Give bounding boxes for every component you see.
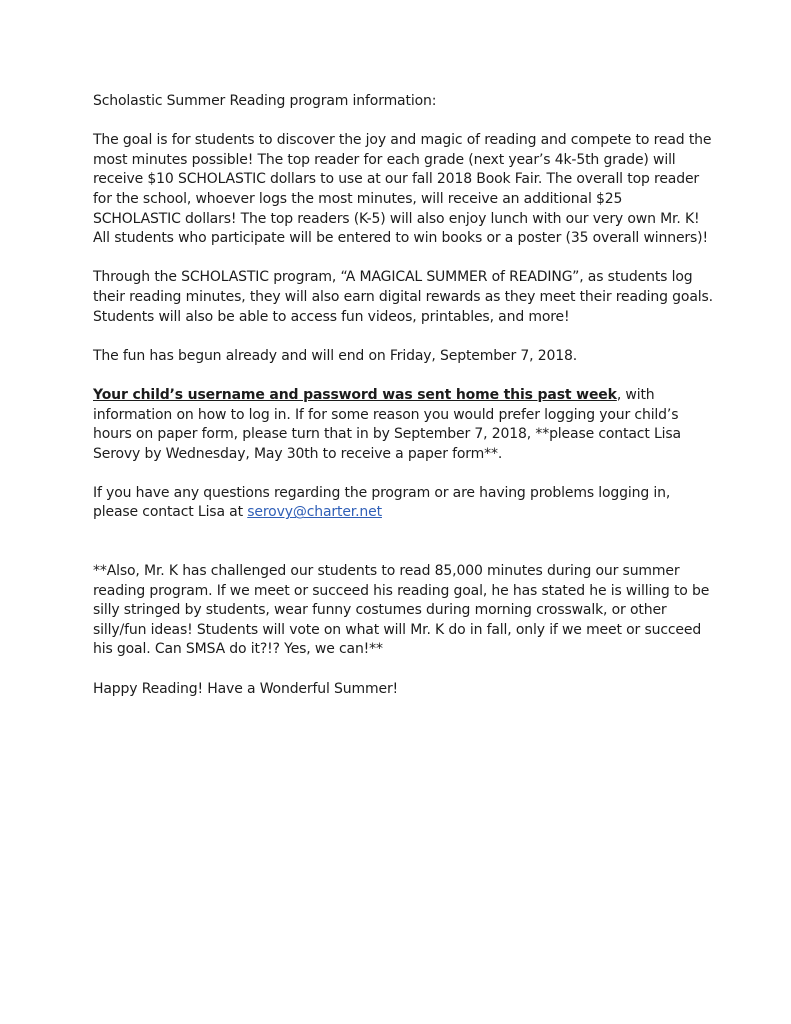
paragraph-login — [93, 386, 713, 464]
closing-line: Happy Reading! Have a Wonderful Summer! — [93, 680, 399, 697]
document-heading: Scholastic Summer Reading program information: — [93, 93, 437, 109]
document-body — [93, 92, 713, 719]
paragraph-challenge: **Also, Mr. K has challenged our students to read 85,000 minutes during our summer reading program. If we meet or succeed his reading goal, he has stated he is willing to be silly stringed by students, wear funny costumes during morning crosswalk, or other silly/fun ideas! Students will vote on what will Mr. K do in fall, only if we meet or succeed his goal. Can SMSA do it?!? Yes, we can!** — [93, 563, 710, 658]
questions-text: If you have any questions regarding the program or are having problems logging in, please contact Lisa at — [93, 484, 671, 521]
paragraph-dates: The fun has begun already and will end on Friday, September 7, 2018. — [93, 347, 578, 364]
paragraph-questions — [93, 484, 713, 523]
paragraph-program: Through the SCHOLASTIC program, “A MAGICAL SUMMER of READING”, as students log their reading minutes, they will also earn digital rewards as they meet their reading goals. Students will also be able to access fun videos, printables, and more! — [93, 269, 713, 325]
login-credentials-notice: Your child’s username and password was sent home this past week — [93, 386, 617, 403]
paragraph-goal: The goal is for students to discover the joy and magic of reading and compete to read the most minutes possible! The top reader for each grade (next year’s 4k-5th grade) will receive $10 SCHOLASTIC dollars to use at our fall 2018 Book Fair. The overall top reader for the school, whoever logs the most minutes, will receive an additional $25 SCHOLASTIC dollars! The top readers (K-5) will also enjoy lunch with our very own Mr. K! All students who participate will be entered to win books or a poster (35 overall winners)! — [93, 132, 712, 247]
login-instructions-text: , with information on how to log in. If for some reason you would prefer logging your child’s hours on paper form, please turn that in by September 7, 2018, **please contact Lisa Serovy by Wednesday, May 30th to receive a paper form**. — [93, 386, 681, 462]
contact-email-link[interactable]: serovy@charter.net — [247, 504, 382, 521]
